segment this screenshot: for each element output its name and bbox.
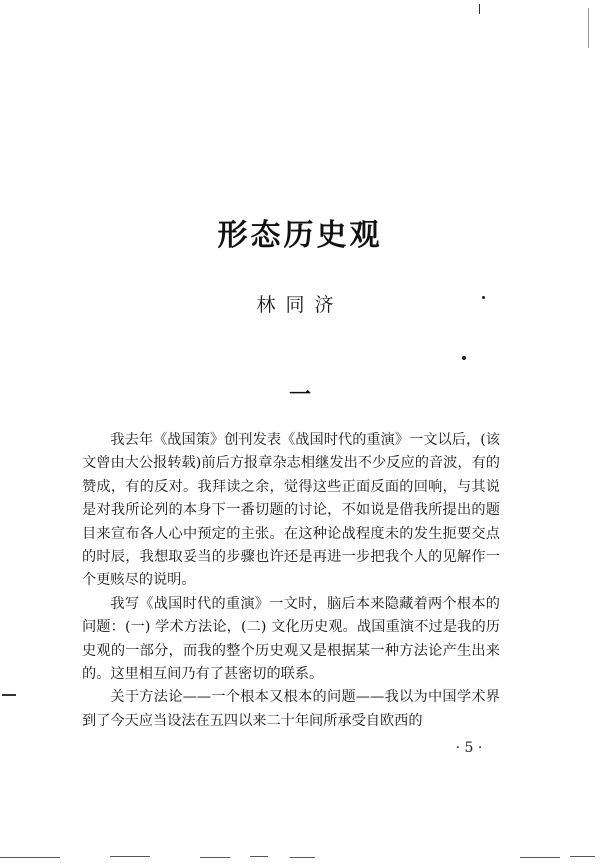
- section-numeral: 一: [288, 382, 311, 408]
- paragraph: 我写《战国时代的重演》一文时，脑后本来隐藏着两个根本的问题：(一) 学术方法论，(二) 文化历史观。战国重演不过是我的历史观的一部分，而我的整个历史观又是根据某一种方法论产生出来的。这里相互间乃有了甚密切的联系。: [82, 595, 500, 683]
- scan-speck: [462, 356, 466, 360]
- scan-edge-mark: [479, 4, 480, 14]
- paragraph: 关于方法论——一个根本又根本的问题——我以为中国学术界到了今天应当设法在五四以来二十年间所承受自欧西的: [82, 689, 500, 729]
- author-name: 林同济: [256, 294, 344, 316]
- scan-edge-mark: [588, 8, 589, 48]
- scan-edge-mark: [2, 694, 16, 696]
- page-number: · 5 ·: [455, 740, 483, 756]
- article-body: [82, 429, 500, 733]
- page-title: 形态历史观: [217, 218, 383, 253]
- scan-footer-strip: [0, 845, 600, 865]
- scan-speck: [482, 296, 485, 299]
- paragraph: 我去年《战国策》创刊发表《战国时代的重演》一文以后，(该文曾由大公报转载)前后方报章杂志相继发出不少反应的音波，有的赞成，有的反对。我拜读之余，觉得这些正面反面的回响，与其说是对我所论列的本身下一番切题的讨论，不如说是借我所提出的题目来宣布各人心中预定的主张。在这种论战程度未的发生扼要交点的时辰，我想取妥当的步骤也许还是再进一步把我个人的见解作一个更赅尽的说明。: [82, 432, 500, 589]
